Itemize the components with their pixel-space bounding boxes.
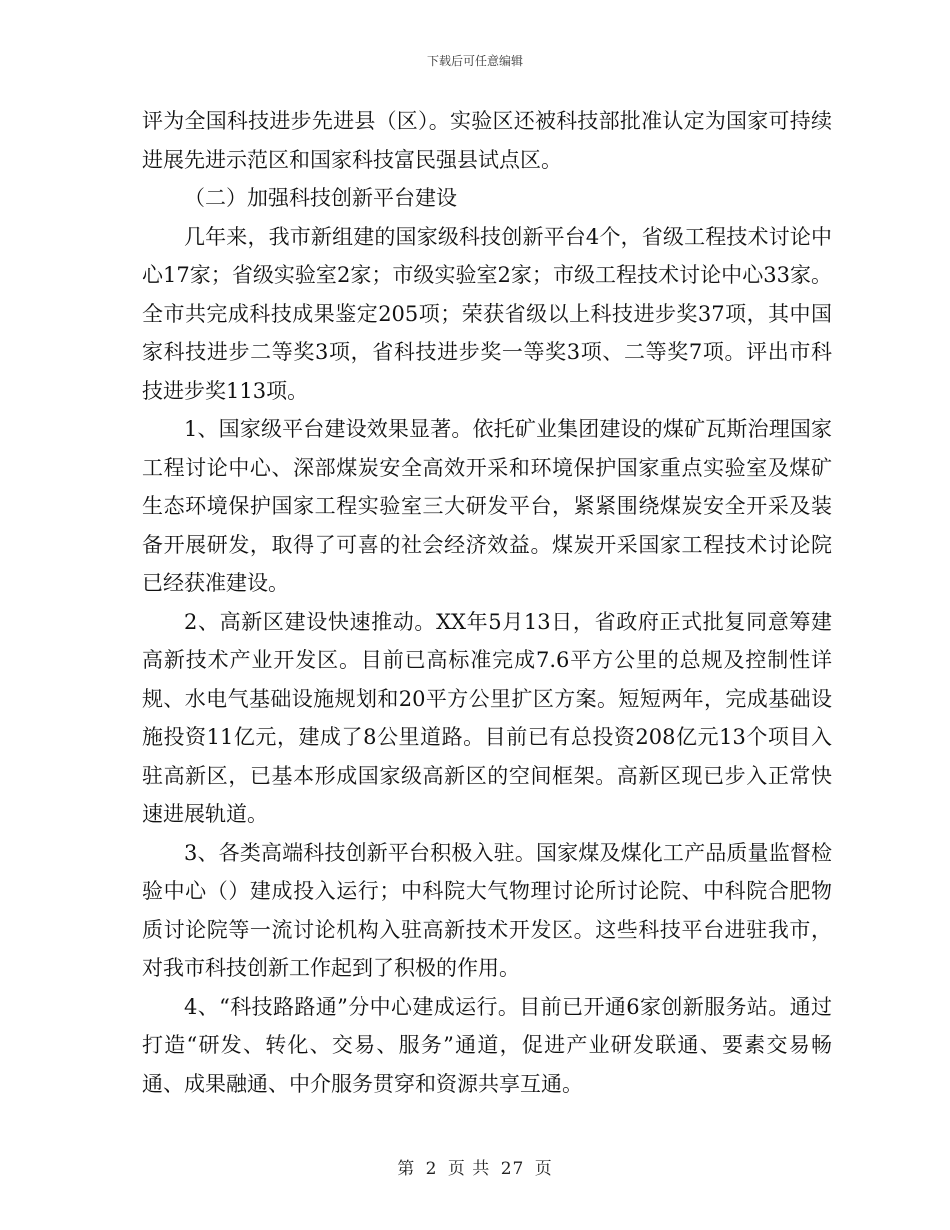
paragraph-national-platforms: 1、国家级平台建设效果显著。依托矿业集团建设的煤矿瓦斯治理国家工程讨论中心、深部煤炭安全高效开采和环境保护国家重点实验室及煤矿生态环境保护国家工程实验室三大研发平台，紧紧围绕煤炭安全开采及装备开展研发，取得了可喜的社会经济效益。煤炭开采国家工程技术讨论院已经获准建设。 [142,417,832,595]
footer-suffix: 页 [534,1159,553,1179]
page-header: 下载后可任意编辑 [426,54,523,68]
footer-middle: 页 共 [447,1159,491,1179]
paragraph-tech-service-center: 4、“科技路路通”分中心建成运行。目前已开通6家创新服务站。通过打造“研发、转化、交易、服务”通道，促进产业研发联通、要素交易畅通、成果融通、中介服务贯穿和资源共享互通。 [142,994,832,1096]
document-body [142,102,832,1103]
paragraph-innovation-platforms: 3、各类高端科技创新平台积极入驻。国家煤及煤化工产品质量监督检验中心（）建成投入运行；中科院大气物理讨论所讨论院、中科院合肥物质讨论院等一流讨论机构入驻高新技术开发区。这些科技平台进驻我市，对我市科技创新工作起到了积极的作用。 [142,840,832,980]
paragraph-hightech-zone: 2、高新区建设快速推动。XX年5月13日，省政府正式批复同意筹建高新技术产业开发区。目前已高标准完成7.6平方公里的总规及控制性详规、水电气基础设施规划和20平方公里扩区方案。短短两年，完成基础设施投资11亿元，建成了8公里道路。目前已有总投资208亿元13个项目入驻高新区，已基本形成国家级高新区的空间框架。高新区现已步入正常快速进展轨道。 [142,609,832,826]
section-heading: （二）加强科技创新平台建设 [184,186,457,210]
paragraph-continuation: 评为全国科技进步先进县（区）。实验区还被科技部批准认定为国家可持续进展先进示范区和国家科技富民强县试点区。 [142,109,832,172]
page-footer [0,1154,950,1179]
footer-prefix: 第 [397,1159,416,1179]
paragraph-platforms-overview: 几年来，我市新组建的国家级科技创新平台4个，省级工程技术讨论中心17家；省级实验室2家；市级实验室2家；市级工程技术讨论中心33家。全市共完成科技成果鉴定205项；荣获省级以上科技进步奖37项，其中国家科技进步二等奖3项，省科技进步奖一等奖3项、二等奖7项。评出市科技进步奖113项。 [142,224,832,403]
total-page-count: 27 [500,1159,525,1179]
current-page-number: 2 [425,1159,438,1179]
